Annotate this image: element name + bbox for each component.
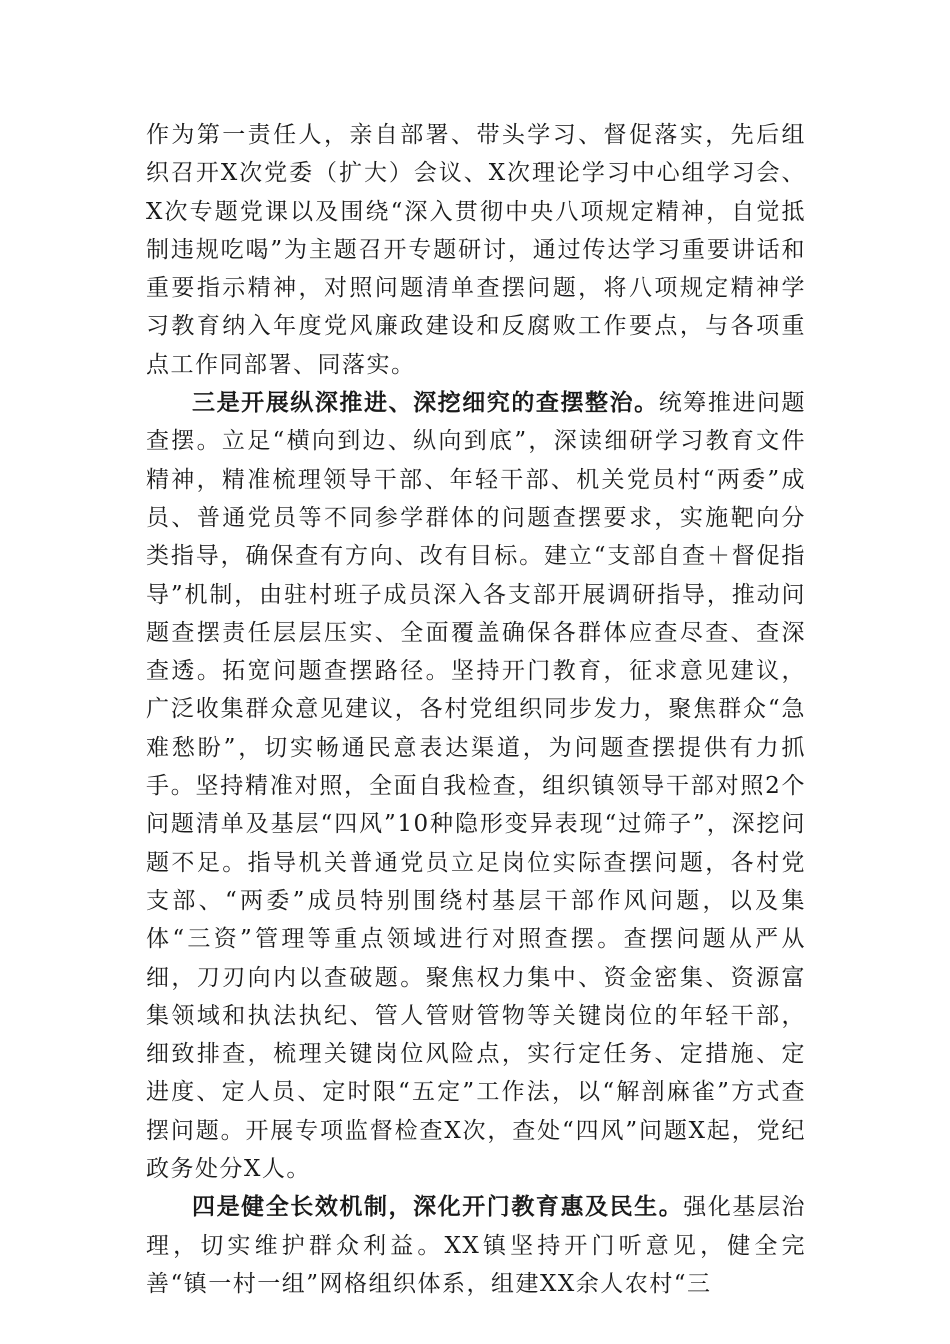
paragraph-1-body: 作为第一责任人，亲自部署、带头学习、督促落实，先后组织召开X次党委（扩大）会议、X次理论学习中心组学习会、X次专题党课以及围绕“深入贯彻中央八项规定精神，自觉抵制违规吃喝”为主题召开专题研讨，通过传达学习重要讲话和重要指示精神，对照问题清单查摆问题，将八项规定精神学习教育纳入年度党风廉政建设和反腐败工作要点，与各项重点工作同部署、同落实。 (146, 122, 806, 378)
paragraph-2-heading: 三是开展纵深推进、深挖细究的查摆整治。 (192, 389, 659, 417)
paragraph-3-heading: 四是健全长效机制，深化开门教育惠及民生。 (192, 1193, 684, 1221)
paragraph-2-body: 统筹推进问题查摆。立足“横向到边、纵向到底”，深读细研学习教育文件精神，精准梳理领导干部、年轻干部、机关党员村“两委”成员、普通党员等不同参学群体的问题查摆要求，实施靶向分类指导，确保查有方向、改有目标。建立“支部自查＋督促指导”机制，由驻村班子成员深入各支部开展调研指导，推动问题查摆责任层层压实、全面覆盖确保各群体应查尽查、查深查透。拓宽问题查摆路径。坚持开门教育，征求意见建议，广泛收集群众意见建议，各村党组织同步发力，聚焦群众“急难愁盼”，切实畅通民意表达渠道，为问题查摆提供有力抓手。坚持精准对照，全面自我检查，组织镇领导干部对照2个问题清单及基层“四风”10种隐形变异表现“过筛子”，深挖问题不足。指导机关普通党员立足岗位实际查摆问题，各村党支部、“两委”成员特别围绕村基层干部作风问题，以及集体“三资”管理等重点领域进行对照查摆。查摆问题从严从细，刀刃向内以查破题。聚焦权力集中、资金密集、资源富集领域和执法执纪、管人管财管物等关键岗位的年轻干部，细致排查，梳理关键岗位风险点，实行定任务、定措施、定进度、定人员、定时限“五定”工作法，以“解剖麻雀”方式查摆问题。开展专项监督检查X次，查处“四风”问题X起，党纪政务处分X人。 (146, 390, 806, 1183)
paragraph-1 (146, 116, 806, 384)
document-page (146, 116, 806, 1303)
paragraph-3 (146, 1188, 806, 1303)
paragraph-2 (146, 384, 806, 1188)
paragraph-3-body: 强化基层治理，切实维护群众利益。XX镇坚持开门听意见，健全完善“镇一村一组”网格组织体系，组建XX余人农村“三 (146, 1194, 806, 1297)
